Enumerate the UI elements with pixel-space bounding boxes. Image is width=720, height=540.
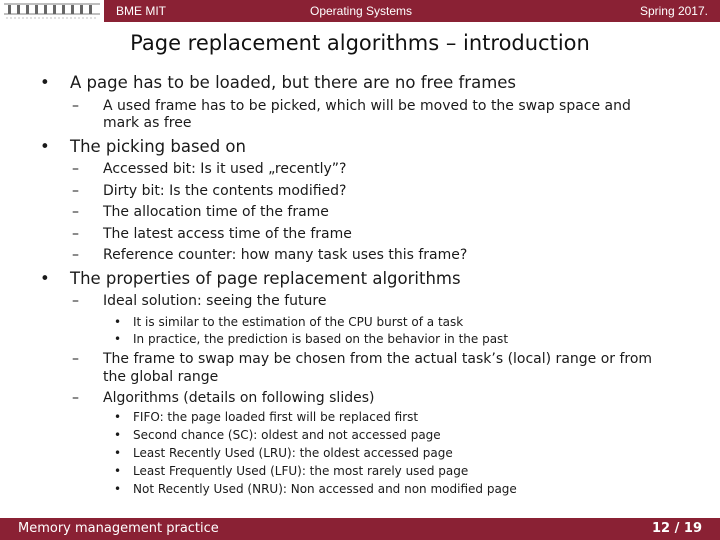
sub-text: the global range (103, 369, 219, 385)
bullet-text: A page has to be loaded, but there are no free frames (70, 73, 517, 92)
bullet-marker: • (114, 464, 122, 478)
dash-marker: – (72, 226, 79, 242)
algorithm-item (114, 410, 419, 424)
dash-marker: – (72, 247, 79, 263)
bullet-text: The properties of page replacement algorithms (70, 269, 461, 288)
header-course: Operating Systems (310, 4, 413, 18)
dash-marker: – (72, 293, 79, 309)
bullet-marker: • (40, 269, 50, 288)
algorithm-text: Least Frequently Used (LFU): the most rarely used page (133, 464, 469, 478)
sub-item-continuation (103, 115, 191, 131)
bullet-item (40, 137, 246, 156)
detail-item (114, 332, 509, 346)
sub-text: Algorithms (details on following slides) (103, 390, 375, 406)
header-term: Spring 2017. (639, 4, 708, 18)
detail-text: In practice, the prediction is based on the behavior in the past (133, 332, 509, 346)
bullet-item (40, 73, 517, 92)
sub-text: The allocation time of the frame (103, 204, 329, 220)
sub-text: mark as free (103, 115, 192, 131)
dash-marker: – (72, 183, 79, 199)
sub-text: Reference counter: how many task uses this frame? (103, 247, 468, 263)
dash-marker: – (72, 161, 79, 177)
detail-text: It is similar to the estimation of the CPU burst of a task (133, 315, 464, 329)
footer-bar (0, 518, 720, 540)
sub-text: Ideal solution: seeing the future (103, 293, 327, 309)
sub-text: A used frame has to be picked, which will be moved to the swap space and (103, 98, 631, 114)
sub-text: Accessed bit: Is it used „recently”? (103, 161, 347, 177)
slide-title: Page replacement algorithms – introduction (130, 31, 590, 55)
sub-item (72, 390, 375, 406)
sub-item (72, 183, 347, 199)
header-institution: BME MIT (116, 4, 166, 18)
algorithm-text: Least Recently Used (LRU): the oldest accessed page (133, 446, 453, 460)
algorithm-item (114, 428, 441, 442)
sub-item (72, 247, 468, 263)
sub-item (72, 161, 347, 177)
sub-text: The frame to swap may be chosen from the actual task’s (local) range or from (103, 351, 653, 367)
dash-marker: – (72, 204, 79, 220)
bullet-marker: • (114, 482, 122, 496)
detail-item (114, 315, 464, 329)
footer-topic: Memory management practice (18, 521, 219, 536)
dash-marker: – (72, 390, 79, 406)
bullet-marker: • (114, 315, 122, 329)
bullet-marker: • (114, 446, 122, 460)
sub-item (72, 98, 631, 114)
bullet-marker: • (114, 428, 122, 442)
algorithm-text: Not Recently Used (NRU): Non accessed and non modified page (133, 482, 517, 496)
bullet-item (40, 269, 461, 288)
sub-text: The latest access time of the frame (103, 226, 352, 242)
sub-item (72, 204, 329, 220)
page-number: 12 / 19 (652, 521, 702, 536)
sub-text: Dirty bit: Is the contents modified? (103, 183, 347, 199)
dash-marker: – (72, 351, 79, 367)
algorithm-item (114, 446, 453, 460)
algorithm-text: FIFO: the page loaded first will be replaced first (133, 410, 419, 424)
sub-item (72, 351, 653, 367)
bullet-marker: • (114, 410, 122, 424)
algorithm-item (114, 482, 517, 496)
dash-marker: – (72, 98, 79, 114)
sub-item (72, 226, 352, 242)
sub-item (72, 293, 327, 309)
bullet-marker: • (40, 73, 50, 92)
algorithm-text: Second chance (SC): oldest and not accessed page (133, 428, 441, 442)
bullet-marker: • (40, 137, 50, 156)
bullet-marker: • (114, 332, 122, 346)
algorithm-item (114, 464, 469, 478)
sub-item-continuation (103, 369, 218, 385)
bullet-text: The picking based on (70, 137, 246, 156)
